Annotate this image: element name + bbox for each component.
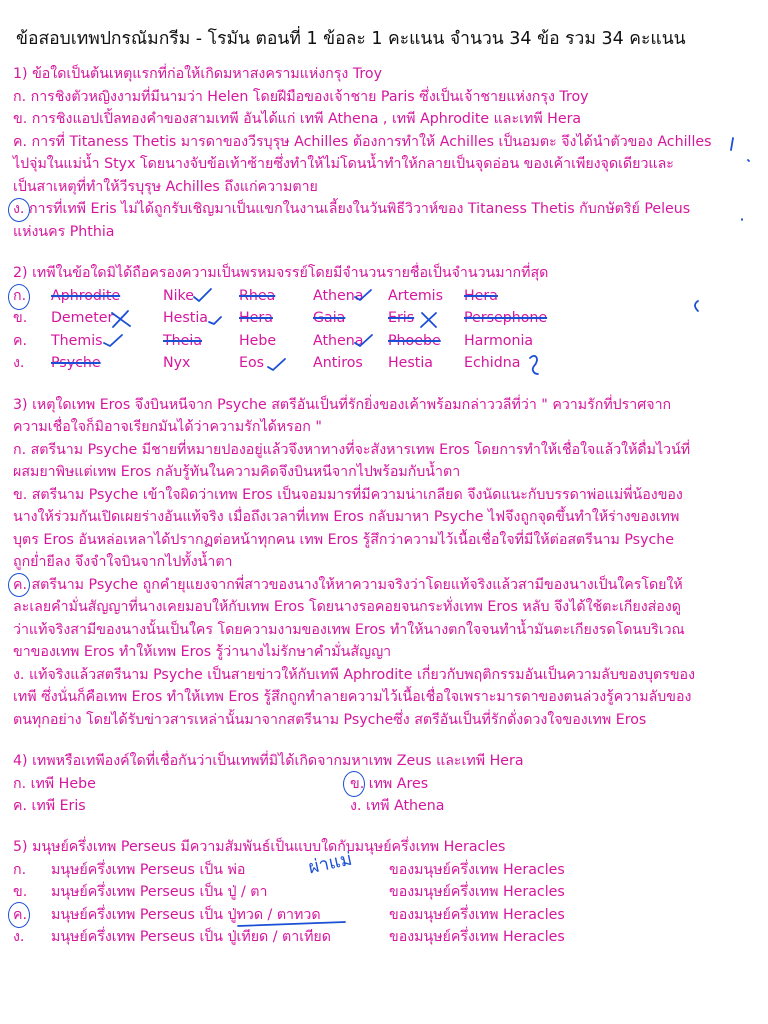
q3-question: 3) เหตุใดเทพ Eros จึงบินหนีจาก Psyche สตรีอันเป็นที่รักยิ่งของเค้าพร้อมกล่าววลีที่ว่า " ความรักที่ปราศจาก [13,397,672,413]
q4-option: ข. เทพ Ares [350,776,429,792]
q2-name: Rhea [239,288,276,304]
q4-option: ง. เทพี Athena [350,798,445,814]
q2-row-label: ค. [13,333,28,349]
q2-name: Phoebe [388,333,441,349]
q5-row-right: ของมนุษย์ครึ่งเทพ Heracles [389,862,565,878]
q3-option-line: ละเลยคำมั่นสัญญาที่นางเคยมอบให้กับเทพ Eros โดยนางรอคอยจนกระทั่งเทพ Eros หลับ จึงได้ใช้ตะเกียงส่องดู [13,599,681,615]
q5-row-right: ของมนุษย์ครึ่งเทพ Heracles [389,907,565,923]
q1-option-line: ง. การที่เทพี Eris ไม่ได้ถูกรับเชิญมาเป็นแขกในงานเลี้ยงในวันพิธีวิวาห์ของ Titaness Thetis กับกษัตริย์ Peleus [13,201,691,217]
q2-name: Hebe [239,333,277,349]
handwritten-note: ผ่าแม่ [306,848,355,879]
q3-option-line: ขาของเทพ Eros ทำให้เทพ Eros รู้ว่านางไม่รักษาคำมั่นสัญญา [13,644,392,660]
q2-name: Echidna [464,355,521,371]
q5-row-right: ของมนุษย์ครึ่งเทพ Heracles [389,929,565,945]
cross-mark [112,311,130,327]
q1-option-line: ก. การชิงตัวหญิงงามที่มีนามว่า Helen โดยฝีมือของเจ้าชาย Paris ซึ่งเป็นเจ้าชายแห่งกรุง Troy [13,89,589,105]
answer-circle-q1 [8,198,30,222]
q3-option-line: ผสมยาพิษแต่เทพ Eros กลับรู้ทันในความคิดจึงบินหนีจากไปพร้อมกับน้ำตา [13,464,461,480]
q3-option-line: ว่าแท้จริงสามีของนางนั้นเป็นใคร โดยความงามของเทพ Eros ทำให้นางตกใจจนทำน้ำมันตะเกียงรดโดนบริเวณ [13,622,685,638]
q3-question: ความเชื่อใจก็มิอาจเรียกมันได้ว่าความรักได้หรอก " [13,419,322,435]
q1-option-line: แห่งนคร Phthia [13,224,115,240]
q5-row-text: มนุษย์ครึ่งเทพ Perseus เป็น ปู่ทวด / ตาทวด [51,907,321,923]
q3-option-line: ง. แท้จริงแล้วสตรีนาม Psyche เป็นสายข่าวให้กับเทพี Aphrodite เกี่ยวกับพฤติกรรมอันเป็นความลับของบุตรของ [13,667,696,683]
q2-name: Eos [239,355,265,371]
check-mark [194,289,211,301]
answer-circle-q5 [8,902,30,928]
q5-row-right: ของมนุษย์ครึ่งเทพ Heracles [389,884,565,900]
q3-option-line: ถูกย่ำยีลง จึงจำใจบินจากไปทั้งน้ำตา [13,554,233,570]
q3-option-line: ตนทุกอย่าง โดยได้รับข่าวสารเหล่านั้นมาจากสตรีนาม Psycheซึ่ง สตรีอันเป็นที่รักดั่งดวงใจของเทพ Eros [13,712,647,728]
q2-name: Hestia [163,310,208,326]
q5-question: 5) มนุษย์ครึ่งเทพ Perseus มีความสัมพันธ์เป็นแบบใดกับมนุษย์ครึ่งเทพ Heracles [13,839,506,855]
ink-curl [695,301,698,311]
q2-name: Gaia [313,310,346,326]
ink-curl [530,356,538,374]
q2-name: Themis [51,333,103,349]
q4-option: ก. เทพี Hebe [13,776,96,792]
answer-circle-q4 [343,771,365,797]
q5-row-label: ข. [13,884,28,900]
q5-row-text: มนุษย์ครึ่งเทพ Perseus เป็น ปู่ / ตา [51,884,268,900]
q2-name: Antiros [313,355,363,371]
q2-name: Aphrodite [51,288,121,304]
q4-option: ค. เทพี Eris [13,798,86,814]
check-mark [268,359,285,370]
q2-name: Harmonia [464,333,534,349]
q2-question: 2) เทพีในข้อใดมิได้ถือครองความเป็นพรหมจรรย์โดยมีจำนวนรายชื่อเป็นจำนวนมากที่สุด [13,265,549,281]
cross-mark [421,313,436,327]
q5-row-label: ก. [13,862,27,878]
q2-name: Hestia [388,355,433,371]
q1-option-line: ไปจุ่มในแม่น้ำ Styx โดยนางจับข้อเท้าซ้ายซึ่งทำให้ไม่โดนน้ำทำให้กลายเป็นจุดอ่อน ของเค้าเพียงจุดเดียวและ [13,156,674,172]
answer-circle-q3 [8,573,30,597]
q2-name: Demeter [51,310,114,326]
q2-name: Eris [388,310,415,326]
exam-title: ข้อสอบเทพปกรณัมกรีม - โรมัน ตอนที่ 1 ข้อละ 1 คะแนน จำนวน 34 ข้อ รวม 34 คะแนน [16,29,686,49]
check-mark [104,335,122,346]
q3-option-line: นางให้ร่วมกันเปิดเผยร่างอันแท้จริง เมื่อถึงเวลาที่เทพ Eros กลับมาหา Psyche ไฟจึงถูกจุดขึ้นทำให้ร่างของเทพ [13,509,680,525]
q5-row-text: มนุษย์ครึ่งเทพ Perseus เป็น ปู่เทียด / ตาเทียด [51,929,331,945]
q2-name: Theia [163,333,203,349]
q2-name: Hera [464,288,498,304]
q3-option-line: ข. สตรีนาม Psyche เข้าใจผิดว่าเทพ Eros เป็นจอมมารที่มีความน่าเกลียด จึงนัดแนะกับบรรดาพ่อแม่พี่น้องของ [13,487,683,503]
q2-name: Artemis [388,288,443,304]
q3-option-line: บุตร Eros อันหล่อเหลาได้ปรากฏต่อหน้าทุกคน เทพ Eros รู้สึกว่าความไว้เนื้อเชื่อใจที่มีให้ต่อสตรีนาม Psyche [13,532,674,548]
q2-name: Psyche [51,355,101,371]
q5-row-label: ง. [13,929,25,945]
q2-name: Nike [163,288,194,304]
q2-name: Athena [313,288,364,304]
q5-row-text: มนุษย์ครึ่งเทพ Perseus เป็น พ่อ [51,862,246,878]
answer-circle-q2 [8,284,30,310]
q2-name: Hera [239,310,273,326]
q2-row-label: ก. [13,288,27,304]
q1-option-line: ค. การที่ Titaness Thetis มารดาของวีรบุรุษ Achilles ต้องการทำให้ Achilles เป็นอมตะ จึงได้นำตัวของ Achilles [13,134,712,150]
q2-name: Athena [313,333,364,349]
q5-row-label: ค. [13,907,28,923]
q1-option-line: ข. การชิงแอปเปิ้ลทองคำของสามเทพี อันได้แก่ เทพี Athena , เทพี Aphrodite และเทพี Hera [13,111,582,127]
check-mark [209,317,221,324]
q3-option-line: ก. สตรีนาม Psyche มีชายที่หมายปองอยู่แล้วจึงหาทางที่จะสังหารเทพ Eros โดยการทำให้เชื่อใจแล้วให้ดื่มไวน์ที่ [13,442,691,458]
q1-question: 1) ข้อใดเป็นต้นเหตุแรกที่ก่อให้เกิดมหาสงครามแห่งกรุง Troy [13,66,382,82]
q2-row-label: ข. [13,310,28,326]
q4-question: 4) เทพหรือเทพีองค์ใดที่เชื่อกันว่าเป็นเทพที่มิได้เกิดจากมหาเทพ Zeus และเทพี Hera [13,753,524,769]
q3-option-line: ค. สตรีนาม Psyche ถูกคำยุแยงจากพี่สาวของนางให้หาความจริงว่าโดยแท้จริงแล้วสามีของนางเป็นใครโดยให้ [13,577,683,593]
q1-option-line: เป็นสาเหตุที่ทำให้วีรบุรุษ Achilles ถึงแก่ความตาย [13,179,318,195]
q3-option-line: เทพี ซึ่งนั่นก็คือเทพ Eros ทำให้เทพ Eros รู้สึกถูกทำลายความไว้เนื้อเชื่อใจเพราะมารดาของตนล่วงรู้ความลับของ [13,689,692,705]
q2-name: Persephone [464,310,548,326]
q2-name: Nyx [163,355,191,371]
q2-row-label: ง. [13,355,25,371]
